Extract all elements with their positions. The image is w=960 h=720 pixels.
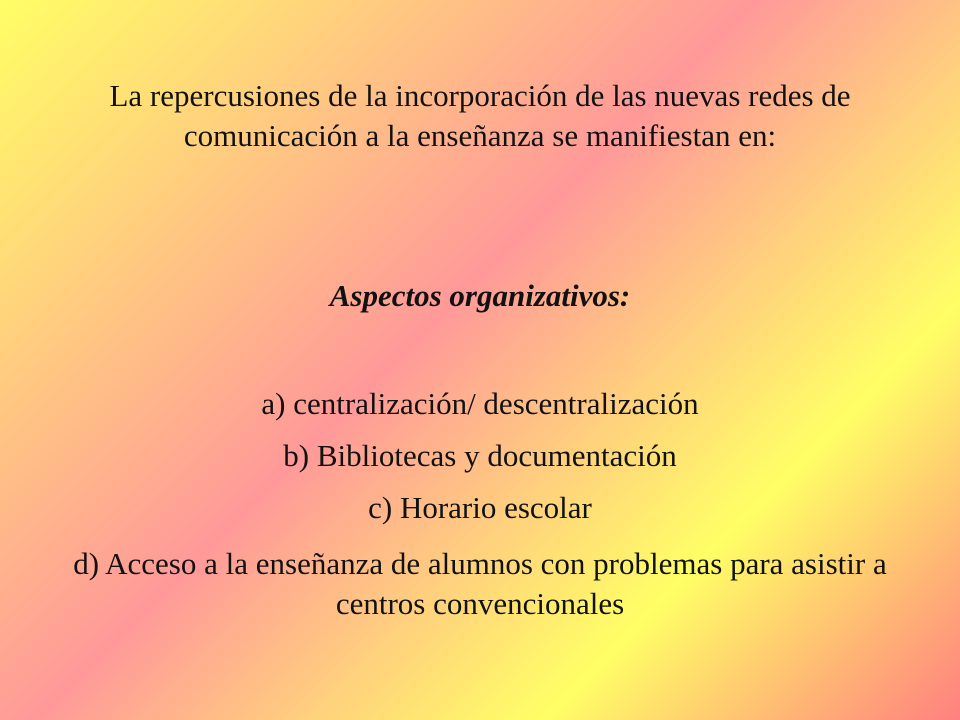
- list-item: b) Bibliotecas y documentación: [283, 438, 677, 473]
- list-item: a) centralización/ descentralización: [261, 386, 699, 421]
- section-heading: Aspectos organizativos:: [329, 278, 631, 313]
- list-item: d) Acceso a la enseñanza de alumnos con problemas para asistir a centros convencionales: [73, 546, 887, 621]
- list-item: c) Horario escolar: [368, 490, 592, 525]
- intro-paragraph: La repercusiones de la incorporación de las nuevas redes de comunicación a la enseñanza se manifiestan en:: [109, 78, 851, 153]
